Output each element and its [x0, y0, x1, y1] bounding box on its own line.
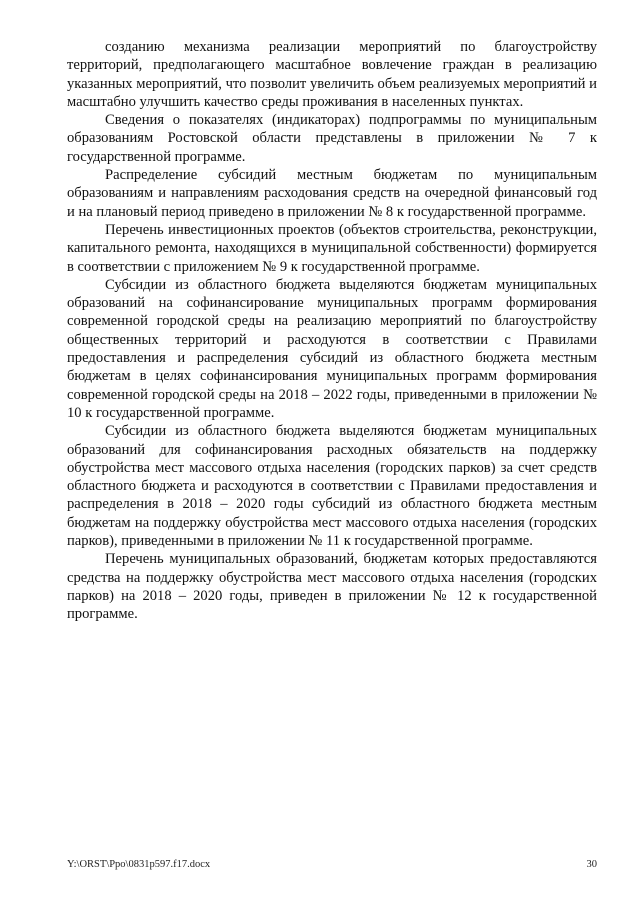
paragraph-subsidy-distribution: Распределение субсидий местным бюджетам по муниципальным образованиям и направлениям расходования средств на очередной финансовый год и на плановый период приведено в приложении № 8 к государственной программе. [67, 167, 597, 220]
paragraph-continuation: созданию механизма реализации мероприятий по благоустройству территорий, предполагающего масштабное вовлечение граждан в реализацию указанных мероприятий, что позволит увеличить объем реализуемых мероприятий и масштабно улучшить качество среды проживания в населенных пунктах. [67, 39, 597, 110]
paragraph-indicators: Сведения о показателях (индикаторах) подпрограммы по муниципальным образованиям Ростовской области представлены в приложении № 7 к государственной программе. [67, 112, 597, 165]
footer-file-path: Y:\ORST\Ppo\0831p597.f17.docx [67, 859, 211, 870]
page-number: 30 [586, 859, 597, 870]
document-body [67, 38, 597, 624]
paragraph-park-subsidies: Субсидии из областного бюджета выделяются бюджетам муниципальных образований для софинансирования расходных обязательств на поддержку обустройства мест массового отдыха населения (городских парков) за счет средств областного бюджета и расходуются в соответствии с Правилами предоставления и распределения в 2018 – 2020 годы субсидий из областного бюджета местным бюджетам на поддержку обустройства мест массового отдыха населения (городских парков), приведенными в приложении № 11 к государственной программе. [67, 423, 597, 550]
paragraph-urban-environment-subsidies: Субсидии из областного бюджета выделяются бюджетам муниципальных образований на софинансирование муниципальных программ формирования современной городской среды на реализацию мероприятий по благоустройству общественных территорий и расходуются в соответствии с Правилами предоставления и распределения субсидий из областного бюджета местным бюджетам в целях софинансирования муниципальных программ формирования современной городской среды на 2018 – 2022 годы, приведенными в приложении № 10 к государственной программе. [67, 276, 597, 421]
paragraph-investment-projects: Перечень инвестиционных проектов (объектов строительства, реконструкции, капитального ремонта, находящихся в муниципальной собственности) формируется в соответствии с приложением № 9 к государственной программе. [67, 221, 597, 275]
paragraph-municipalities-list: Перечень муниципальных образований, бюджетам которых предоставляются средства на поддержку обустройства мест массового отдыха населения (городских парков) на 2018 – 2020 годы, приведен в приложении № 12 к государственной программе. [67, 551, 597, 623]
